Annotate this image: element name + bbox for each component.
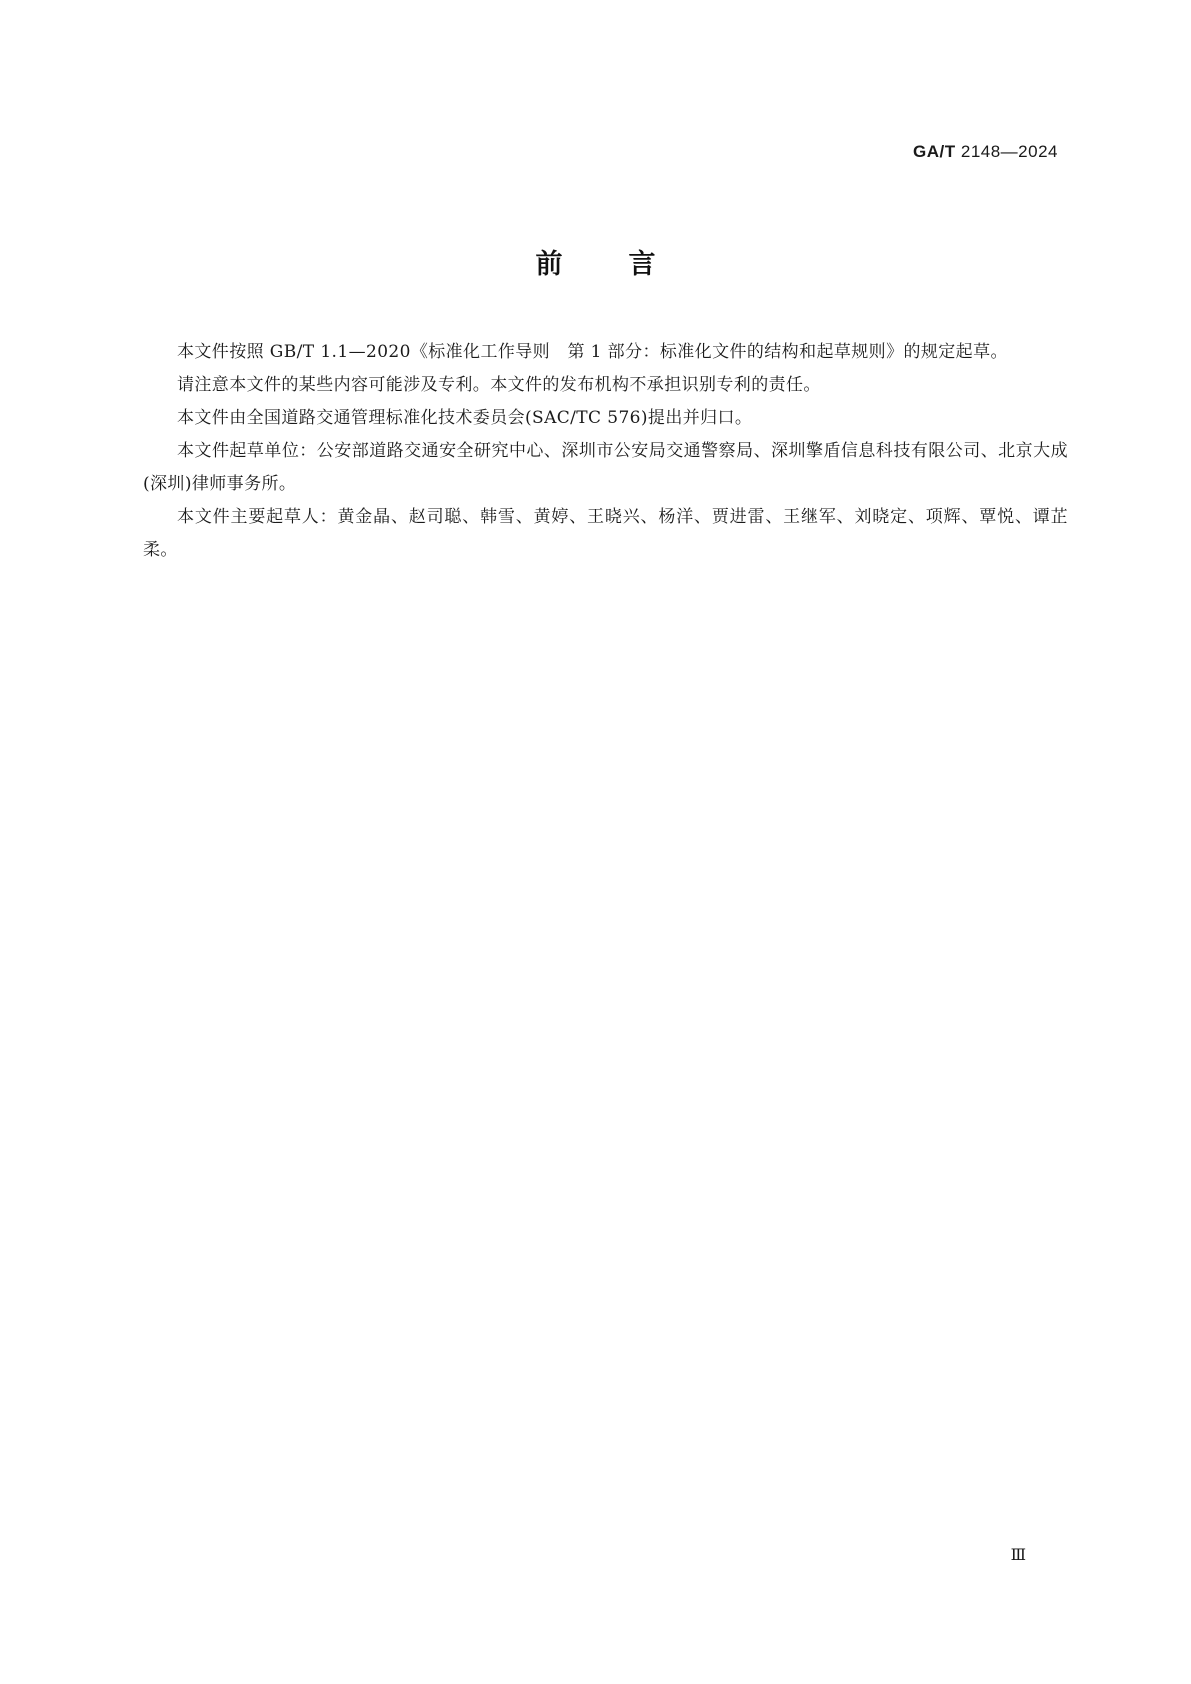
standard-code-prefix: GA/T (913, 142, 956, 161)
paragraph-patent-notice: 请注意本文件的某些内容可能涉及专利。本文件的发布机构不承担识别专利的责任。 (177, 375, 821, 395)
standard-code-number: 2148—2024 (960, 142, 1058, 161)
paragraph-proposer: 本文件由全国道路交通管理标准化技术委员会(SAC/TC 576)提出并归口。 (177, 408, 753, 428)
page-title: 前言 (535, 249, 722, 280)
foreword-body (143, 336, 1068, 567)
paragraph-drafters: 本文件主要起草人：黄金晶、赵司聪、韩雪、黄婷、王晓兴、杨洋、贾进雷、王继军、刘晓定、项辉、覃悦、谭芷柔。 (143, 507, 1068, 560)
paragraph-drafting-units: 本文件起草单位：公安部道路交通安全研究中心、深圳市公安局交通警察局、深圳擎盾信息科技有限公司、北京大成(深圳)律师事务所。 (143, 441, 1068, 494)
standard-code (913, 142, 1058, 162)
page-number: Ⅲ (1010, 1545, 1026, 1564)
paragraph-drafting-rules: 本文件按照 GB/T 1.1—2020《标准化工作导则 第 1 部分：标准化文件的结构和起草规则》的规定起草。 (177, 342, 1008, 362)
